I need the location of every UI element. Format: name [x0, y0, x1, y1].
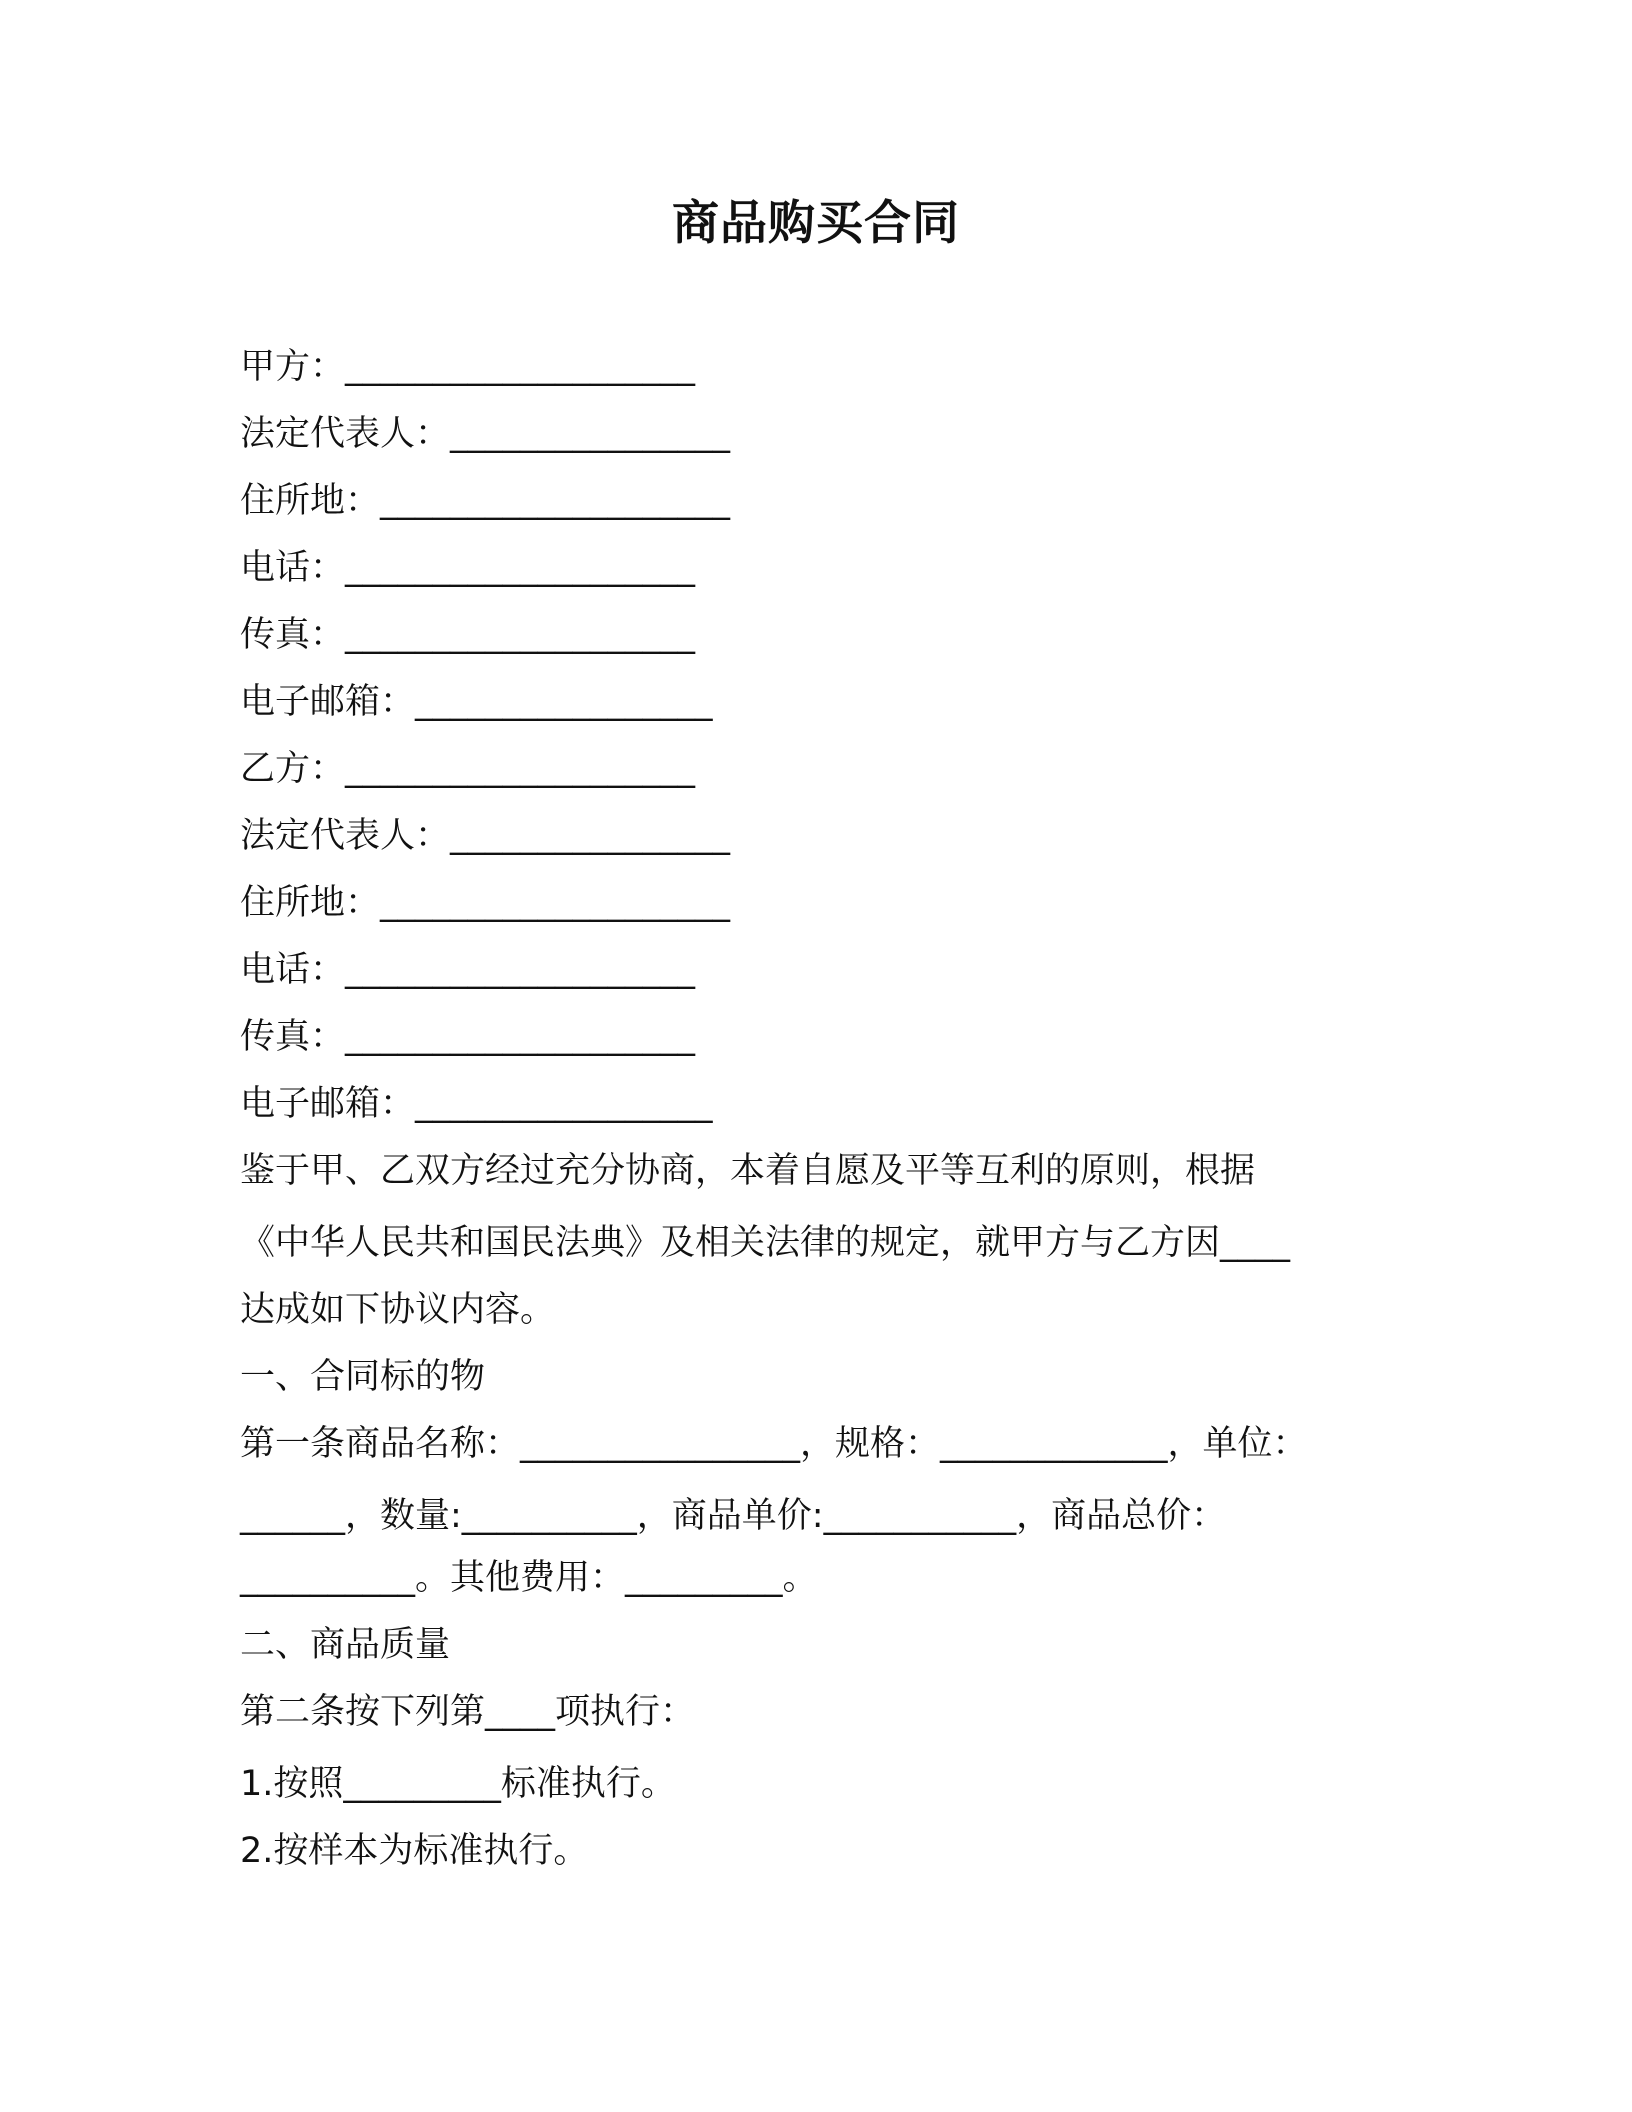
party-a-address: 住所地：____________________ — [240, 481, 731, 521]
quality-option-2: 2.按样本为标准执行。 — [240, 1831, 589, 1871]
page-title: 商品购买合同 — [672, 196, 960, 251]
party-b-email: 电子邮箱：_________________ — [240, 1084, 713, 1124]
party-a-email: 电子邮箱：_________________ — [240, 682, 713, 722]
party-b-phone: 电话：____________________ — [240, 950, 696, 990]
party-a-legal-representative: 法定代表人：________________ — [240, 414, 731, 454]
party-b-address: 住所地：____________________ — [240, 883, 731, 923]
quality-option-1: 1.按照_________标准执行。 — [240, 1764, 676, 1804]
preamble-line-1: 鉴于甲、乙双方经过充分协商，本着自愿及平等互利的原则，根据 — [240, 1151, 1256, 1191]
preamble-line-2: 《中华人民共和国民法典》及相关法律的规定，就甲方与乙方因____ — [240, 1223, 1291, 1263]
party-a-phone: 电话：____________________ — [240, 548, 696, 588]
article-1-line-3: __________。其他费用：_________。 — [240, 1558, 818, 1598]
party-a-name: 甲方：____________________ — [240, 347, 696, 387]
preamble-line-3: 达成如下协议内容。 — [240, 1290, 556, 1330]
party-b-legal-representative: 法定代表人：________________ — [240, 816, 731, 856]
party-a-fax: 传真：____________________ — [240, 615, 696, 655]
article-1-line-1: 第一条商品名称：________________，规格：_____________，单位： — [240, 1424, 1308, 1464]
article-2: 第二条按下列第____项执行： — [240, 1692, 696, 1732]
article-1-line-2: ______，数量:__________，商品单价:___________，商品总价： — [240, 1496, 1227, 1536]
party-b-name: 乙方：____________________ — [240, 749, 696, 789]
section-heading-quality: 二、商品质量 — [240, 1625, 451, 1665]
section-heading-subject-matter: 一、合同标的物 — [240, 1357, 486, 1397]
party-b-fax: 传真：____________________ — [240, 1017, 696, 1057]
